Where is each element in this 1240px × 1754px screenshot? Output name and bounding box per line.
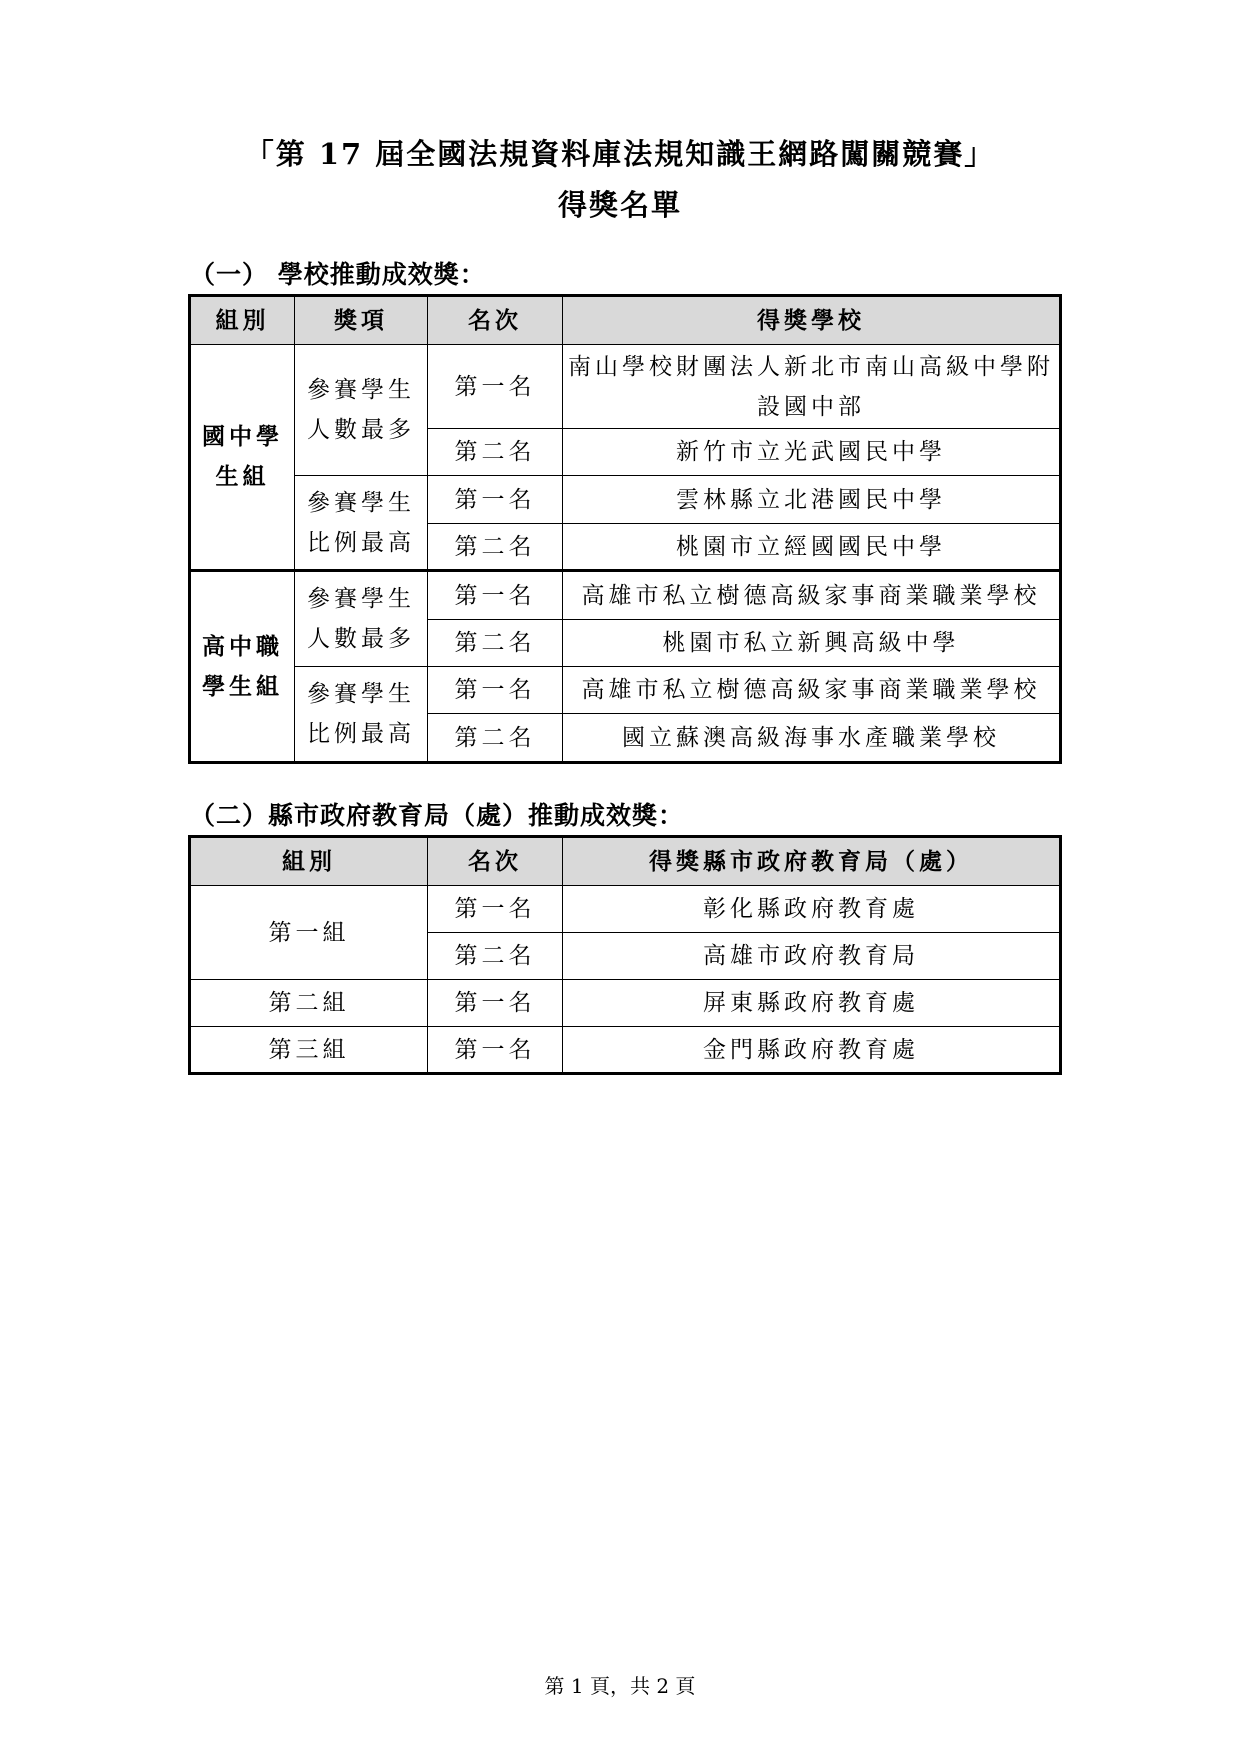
table-row — [190, 980, 1061, 1027]
group-cell: 國中學生組 — [190, 345, 295, 571]
award-cell: 參賽學生人數最多 — [295, 345, 428, 476]
table-header — [190, 296, 1061, 345]
table-row — [190, 476, 1061, 524]
rank-cell: 第一名 — [428, 980, 563, 1027]
table-header — [190, 837, 1061, 886]
rank-cell: 第二名 — [428, 714, 563, 763]
award-cell: 參賽學生比例最高 — [295, 476, 428, 571]
school-cell: 新竹市立光武國民中學 — [563, 429, 1061, 476]
header-cell: 獎項 — [295, 296, 428, 345]
winner-cell: 高雄市政府教育局 — [563, 933, 1061, 980]
education-bureau-award-table — [188, 835, 1062, 1075]
winner-cell: 屏東縣政府教育處 — [563, 980, 1061, 1027]
winner-cell: 金門縣政府教育處 — [563, 1027, 1061, 1074]
rank-cell: 第一名 — [428, 476, 563, 524]
rank-cell: 第一名 — [428, 667, 563, 714]
table-row — [190, 1027, 1061, 1074]
school-cell: 國立蘇澳高級海事水產職業學校 — [563, 714, 1061, 763]
header-cell: 得獎縣市政府教育局（處） — [563, 837, 1061, 886]
school-cell: 南山學校財團法人新北市南山高級中學附設國中部 — [563, 345, 1061, 429]
rank-cell: 第一名 — [428, 886, 563, 933]
award-cell: 參賽學生人數最多 — [295, 571, 428, 667]
rank-cell: 第二名 — [428, 620, 563, 667]
table-row — [190, 667, 1061, 714]
rank-cell: 第一名 — [428, 345, 563, 429]
header-cell: 組別 — [190, 837, 428, 886]
group-cell: 第一組 — [190, 886, 428, 980]
school-cell: 高雄市私立樹德高級家事商業職業學校 — [563, 571, 1061, 620]
school-cell: 桃園市私立新興高級中學 — [563, 620, 1061, 667]
school-cell: 雲林縣立北港國民中學 — [563, 476, 1061, 524]
group-cell: 高中職學生組 — [190, 571, 295, 763]
school-award-table — [188, 294, 1062, 764]
award-cell: 參賽學生比例最高 — [295, 667, 428, 763]
header-cell: 名次 — [428, 296, 563, 345]
header-cell: 得獎學校 — [563, 296, 1061, 345]
header-cell: 名次 — [428, 837, 563, 886]
header-cell: 組別 — [190, 296, 295, 345]
group-cell: 第三組 — [190, 1027, 428, 1074]
rank-cell: 第二名 — [428, 429, 563, 476]
rank-cell: 第二名 — [428, 524, 563, 571]
section2-heading: （二）縣市政府教育局（處）推動成效獎： — [190, 801, 685, 830]
rank-cell: 第一名 — [428, 571, 563, 620]
table-row — [190, 571, 1061, 620]
table-row — [190, 345, 1061, 429]
winner-cell: 彰化縣政府教育處 — [563, 886, 1061, 933]
school-cell: 高雄市私立樹德高級家事商業職業學校 — [563, 667, 1061, 714]
school-cell: 桃園市立經國國民中學 — [563, 524, 1061, 571]
page-footer: 第 1 頁，共 2 頁 — [544, 1674, 696, 1698]
table-row — [190, 886, 1061, 933]
group-cell: 第二組 — [190, 980, 428, 1027]
document-title: 「第 17 屆全國法規資料庫法規知識王網路闖關競賽」 — [244, 137, 996, 171]
rank-cell: 第一名 — [428, 1027, 563, 1074]
document-subtitle: 得獎名單 — [557, 188, 682, 222]
section1-heading: （一） 學校推動成效獎： — [190, 260, 486, 289]
rank-cell: 第二名 — [428, 933, 563, 980]
